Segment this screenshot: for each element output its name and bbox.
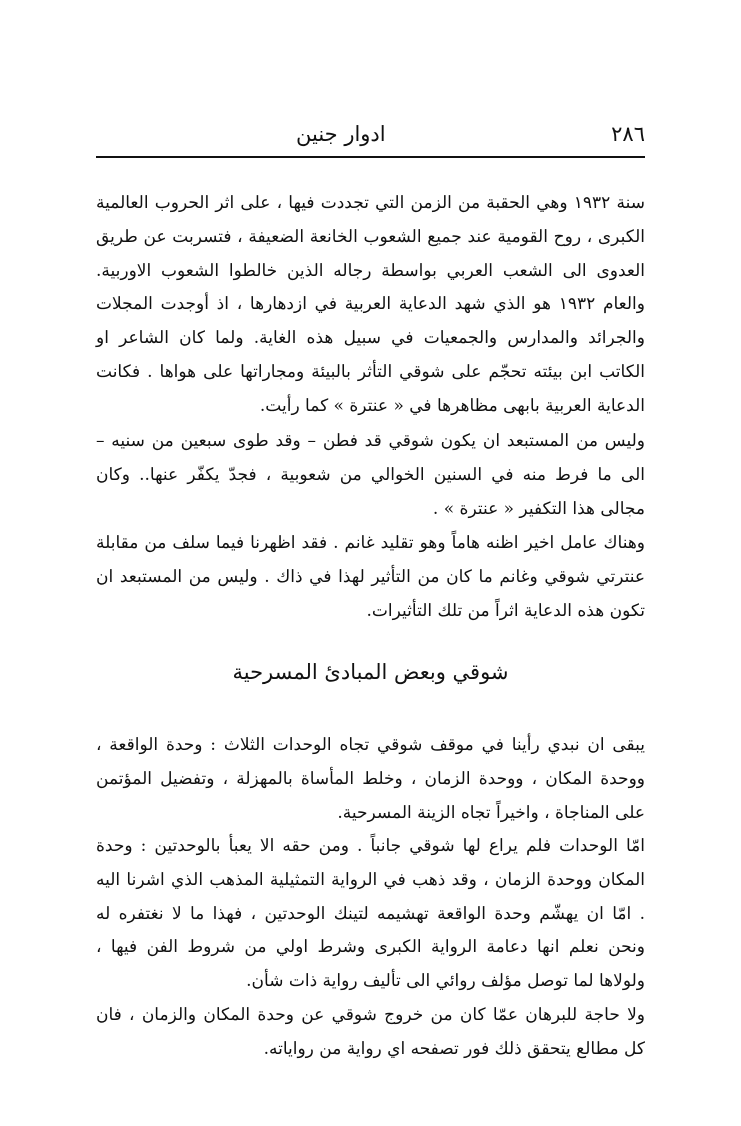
page-number: ٢٨٦ bbox=[611, 122, 645, 146]
running-title: ادوار جنين bbox=[296, 122, 386, 146]
paragraph-5: امّا الوحدات فلم يراع لها شوقي جانباً . ومن حقه الا يعبأ بالوحدتين : وحدة المكان ووحدة الزمان ، وقد ذهب في الرواية التمثيلية المذهب الذي اشرنا اليه . امّا ان يهشّم وحدة الواقعة تهشيمه لتينك الوحدتين ، فهذا ما لا نغتفره له ونحن نعلم انها دعامة الرواية الكبرى وشرط اولي من شروط الفن فيها ، ولولاها لما توصل مؤلف روائي الى تأليف رواية ذات شأن. bbox=[96, 836, 645, 992]
paragraph-6: ولا حاجة للبرهان عمّا كان من خروج شوقي عن وحدة المكان والزمان ، فان كل مطالع يتحقق ذلك فور تصفحه اي رواية من رواياته. bbox=[96, 1005, 645, 1059]
paragraph-1: سنة ١٩٣٢ وهي الحقبة من الزمن التي تجددت فيها ، على اثر الحروب العالمية الكبرى ، روح القومية عند جميع الشعوب الخانعة الضعيفة ، فتسربت عن طريق العدوى الى الشعب العربي بواسطة رجاله الذين خالطوا الشعوب الاوربية. والعام ١٩٣٢ هو الذي شهد الدعاية العربية في ازدهارها ، اذ أوجدت المجلات والجرائد والمدارس والجمعيات في سبيل هذه الغاية. ولما كان الشاعر او الكاتب ابن بيئته تحجّم على شوقي التأثر بالبيئة ومجاراتها على هواها . فكانت الدعاية العربية بابهى مظاهرها في « عنترة » كما رأيت. bbox=[96, 193, 645, 416]
section-heading: شوقي وبعض المبادئ المسرحية bbox=[232, 660, 509, 684]
header-rule bbox=[96, 156, 645, 158]
paragraph-3: وهناك عامل اخير اظنه هاماً وهو تقليد غانم . فقد اظهرنا فيما سلف من مقابلة عنترتي شوقي وغانم ما كان من التأثير لهذا في ذاك . وليس من المستبعد ان تكون هذه الدعاية اثراً من تلك التأثيرات. bbox=[96, 533, 645, 621]
paragraph-2: وليس من المستبعد ان يكون شوقي قد فطن – وقد طوى سبعين من سنيه – الى ما فرط منه في السنين الخوالي من شعوبية ، فجدّ يكفّر عنها.. وكان مجالى هذا التكفير « عنترة » . bbox=[96, 431, 645, 519]
paragraph-4: يبقى ان نبدي رأينا في موقف شوقي تجاه الوحدات الثلاث : وحدة الواقعة ، ووحدة المكان ، ووحدة الزمان ، وخلط المأساة بالمهزلة ، وتفضيل المؤتمن على المناجاة ، واخيراً تجاه الزينة المسرحية. bbox=[96, 735, 645, 823]
page-header bbox=[96, 118, 645, 150]
